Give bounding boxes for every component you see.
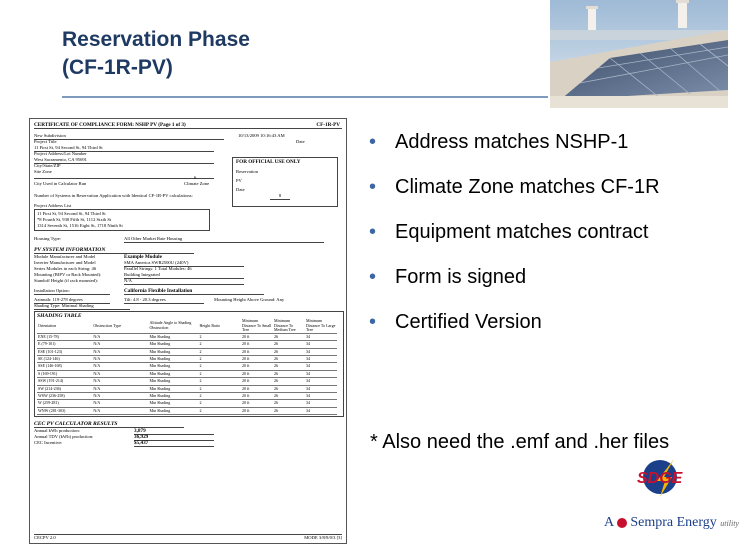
num-systems-value: 8	[270, 193, 290, 200]
shading-row	[37, 356, 337, 363]
bullet-dot-icon: •	[369, 266, 377, 288]
bullet-item	[367, 130, 728, 175]
files-note: * Also need the .emf and .her files	[370, 431, 670, 453]
shading-cell: Min Shading	[148, 407, 198, 414]
shading-cell: Min Shading	[148, 333, 198, 340]
shading-cell: 20 ft	[241, 385, 273, 392]
shading-cell: 26	[273, 363, 305, 370]
shading-header: Minimum Distance To Large Tree	[306, 318, 336, 333]
address-list-item: 11 First St, 94 Second St, 94 Third St	[37, 211, 106, 216]
shading-cell: Min Shading	[148, 400, 198, 407]
project-title-value: New Subdivision	[34, 133, 224, 140]
shading-cell: 20 ft	[241, 333, 273, 340]
shading-row	[37, 407, 337, 414]
shading-cell: E (79-101)	[37, 341, 92, 348]
shading-cell: 2	[198, 348, 241, 355]
date-value: 10/13/2009 10:16:43 AM	[238, 133, 285, 138]
calc-row-label: CEC Incentive:	[34, 440, 63, 446]
city-label: City/State/ZIP	[34, 163, 61, 168]
bullet-item	[367, 175, 728, 220]
shading-cell: Min Shading	[148, 348, 198, 355]
cf1r-pv-form-image	[29, 118, 347, 544]
calc-row-value: 3,879	[134, 428, 214, 435]
shading-cell: Min Shading	[148, 393, 198, 400]
bullet-item	[367, 265, 728, 310]
shading-cell: 34	[305, 378, 337, 385]
shading-cell: Min Shading	[148, 341, 198, 348]
sdge-mark-icon	[634, 455, 682, 499]
shading-cell: N/A	[92, 400, 148, 407]
shading-cell: ENE (15-78)	[37, 333, 92, 340]
shading-cell: Min Shading	[148, 378, 198, 385]
shading-cell: 26	[273, 333, 305, 340]
installation-value: California Flexible Installation	[124, 288, 264, 295]
shading-table-box	[34, 311, 344, 417]
bullet-text: Form is signed	[395, 266, 527, 288]
shading-cell: 2	[198, 400, 241, 407]
shading-cell: N/A	[92, 393, 148, 400]
shading-cell: 26	[273, 400, 305, 407]
shading-cell: N/A	[92, 363, 148, 370]
shading-cell: 2	[198, 407, 241, 414]
bullet-text: Certified Version	[395, 311, 542, 333]
shading-cell: 26	[273, 356, 305, 363]
shading-cell: N/A	[92, 356, 148, 363]
bullet-text: Address matches NSHP-1	[395, 131, 629, 153]
shading-row	[37, 385, 337, 392]
shading-cell: 20 ft	[241, 370, 273, 377]
pv-row-value: Example Module	[124, 254, 162, 260]
shading-cell: Min Shading	[148, 363, 198, 370]
bullet-dot-icon: •	[369, 131, 377, 153]
pv-row-label: Series Modules in each String: 46	[34, 266, 97, 271]
sdge-logo	[590, 455, 739, 546]
official-field-1: Reservation	[236, 169, 258, 174]
shading-cell: 34	[305, 363, 337, 370]
sempra-company: Sempra Energy	[630, 515, 717, 530]
shading-table-title: SHADING TABLE	[37, 313, 82, 319]
rooftop-solar-photo	[550, 0, 728, 108]
shading-cell: 20 ft	[241, 356, 273, 363]
calc-section-title: CEC PV CALCULATOR RESULTS	[34, 421, 184, 428]
form-footer-right: MODE 3/8/9/0/3 [3]	[304, 535, 342, 540]
shading-cell: Min Shading	[148, 356, 198, 363]
address-list-box	[34, 209, 210, 231]
official-use-title: FOR OFFICIAL USE ONLY	[236, 159, 301, 165]
shading-cell: 2	[198, 378, 241, 385]
shading-cell: N/A	[92, 407, 148, 414]
shading-row	[37, 400, 337, 407]
pv-row-value: SMA America SWR2500U (240V)	[124, 260, 244, 267]
shading-cell: 26	[273, 393, 305, 400]
tilt-text: Tilt: 4.8 - 20.3 degrees	[124, 297, 204, 304]
shading-cell: Min Shading	[148, 370, 198, 377]
shading-cell: 2	[198, 393, 241, 400]
sempra-suffix: utility	[720, 519, 739, 528]
calc-row-value: $5,437	[134, 440, 214, 447]
title-line-1: Reservation Phase	[62, 28, 250, 51]
azimuth-text: Azimuth: 119-278 degrees	[34, 297, 110, 304]
calc-row-label: Annual TDV (kWh) production:	[34, 434, 94, 440]
form-header-left: CERTIFICATE OF COMPLIANCE FORM: NSHP PV (Page 1 of 3)	[34, 122, 186, 128]
project-title-label: Project Title	[34, 139, 57, 144]
date-label: Date	[296, 139, 305, 144]
sempra-tagline	[604, 515, 739, 531]
city-value: West Sacramento, CA 95691	[34, 157, 214, 164]
bullet-text: Equipment matches contract	[395, 221, 649, 243]
shading-cell: 34	[305, 400, 337, 407]
shading-cell: N/A	[92, 341, 148, 348]
shading-cell: S (169-191)	[37, 370, 92, 377]
sempra-prefix: A	[604, 515, 614, 530]
pv-row-value: Building Integrated	[124, 272, 244, 279]
pv-row-value: N/A	[124, 278, 244, 285]
address-value: 11 First St, 94 Second St, 94 Third St	[34, 145, 214, 152]
shading-cell: 2	[198, 370, 241, 377]
shading-row	[37, 378, 337, 385]
shading-cell: 34	[305, 348, 337, 355]
pv-row-label: Inverter Manufacturer and Model	[34, 260, 96, 265]
calc-row-label: Annual kWh production:	[34, 428, 80, 434]
shading-row	[37, 348, 337, 355]
shading-cell: 26	[273, 341, 305, 348]
address-list-item: *8 Fourth St, 930 Fifth St, 1112 Sixth St	[37, 217, 112, 222]
form-header-right: CF-1R-PV	[316, 122, 340, 128]
shading-header: Orientation	[37, 319, 92, 333]
shading-cell: 34	[305, 385, 337, 392]
shading-cell: ESE (101-123)	[37, 348, 92, 355]
shading-cell: N/A	[92, 385, 148, 392]
address-list-label: Project Address List	[34, 203, 72, 208]
shading-cell: 20 ft	[241, 341, 273, 348]
bullet-dot-icon: •	[369, 311, 377, 333]
num-systems-label: Number of Systems in Reservation Application with Identical CF-1R-PV calculations:	[34, 193, 193, 198]
shading-cell: 20 ft	[241, 393, 273, 400]
pv-section-title: PV SYSTEM INFORMATION	[34, 247, 194, 254]
sempra-swirl-icon	[617, 518, 627, 528]
shading-header: Altitude Angle to Shading Obstruction	[148, 319, 198, 333]
shading-cell: WNW (281-303)	[37, 407, 92, 414]
shading-header: Obstruction Type	[92, 319, 148, 333]
site-zone-label: Site Zone	[34, 169, 52, 174]
bullet-text: Climate Zone matches CF-1R	[395, 176, 660, 198]
shading-cell: 26	[273, 378, 305, 385]
shading-cell: Min Shading	[148, 385, 198, 392]
shading-cell: 2	[198, 385, 241, 392]
slide-title	[62, 26, 250, 82]
shading-cell: N/A	[92, 348, 148, 355]
shading-type-text: Shading Type: Minimal Shading	[34, 303, 130, 310]
pv-row-label: Module Manufacturer and Model	[34, 254, 96, 259]
city-used-line	[34, 178, 214, 179]
shading-cell: 20 ft	[241, 363, 273, 370]
address-label: Project Address/Lot Number	[34, 151, 87, 156]
shading-cell: 20 ft	[241, 378, 273, 385]
shading-header: Height Ratio	[198, 319, 241, 333]
shading-cell: 26	[273, 370, 305, 377]
shading-cell: 34	[305, 370, 337, 377]
shading-header: Minimum Distance To Medium Tree	[273, 319, 305, 333]
pv-row-label: Mounting (BIPV or Rack Mounted):	[34, 272, 102, 277]
shading-cell: 34	[305, 341, 337, 348]
official-field-3: Date	[236, 187, 245, 192]
shading-row	[37, 370, 337, 377]
bullet-item	[367, 220, 728, 265]
form-footer-left: CECPV 2.0	[34, 535, 56, 540]
calc-row-value: 36,929	[134, 434, 214, 441]
bullet-list	[367, 130, 728, 355]
shading-row	[37, 363, 337, 370]
shading-cell: 34	[305, 333, 337, 340]
shading-cell: 34	[305, 393, 337, 400]
shading-cell: 20 ft	[241, 400, 273, 407]
shading-cell: 34	[305, 407, 337, 414]
shading-cell: SSW (191-214)	[37, 378, 92, 385]
shading-cell: SSE (146-168)	[37, 363, 92, 370]
bullet-item	[367, 310, 728, 355]
shading-table	[37, 319, 337, 415]
shading-cell: 20 ft	[241, 407, 273, 414]
shading-cell: 2	[198, 333, 241, 340]
pv-row-value: Parallel Strings: 1 Total Modules: 46	[124, 266, 192, 271]
shading-cell: 26	[273, 407, 305, 414]
svg-text:SDGE: SDGE	[637, 470, 683, 487]
title-divider	[62, 96, 548, 98]
shading-cell: 26	[273, 385, 305, 392]
shading-cell: 20 ft	[241, 348, 273, 355]
shading-cell: 26	[273, 348, 305, 355]
shading-cell: N/A	[92, 333, 148, 340]
title-line-2: (CF-1R-PV)	[62, 56, 173, 79]
shading-cell: N/A	[92, 370, 148, 377]
housing-type-value: All Other Market Rate Housing	[124, 236, 324, 243]
shading-cell: W (259-281)	[37, 400, 92, 407]
shading-cell: SE (124-146)	[37, 356, 92, 363]
shading-cell: 34	[305, 356, 337, 363]
city-used-label: City Used in Calculator Run	[34, 181, 87, 186]
bullet-dot-icon: •	[369, 176, 377, 198]
shading-row	[37, 393, 337, 400]
mounting-height-text: Mounting Height Above Ground: Any	[214, 297, 285, 302]
shading-cell: 2	[198, 363, 241, 370]
installation-label: Installation Option:	[34, 288, 110, 295]
shading-row	[37, 333, 337, 340]
shading-header: Minimum Distance To Small Tree	[242, 318, 272, 333]
climate-value: 6	[194, 175, 197, 180]
housing-type-label: Housing Type:	[34, 236, 62, 241]
official-field-2: PV	[236, 178, 242, 183]
address-list-item: 1314 Seventh St, 1516 Eight St, 1718 Ninth St	[37, 223, 123, 228]
shading-cell: WSW (236-258)	[37, 393, 92, 400]
pv-row-label: Standoff Height (if rack mounted):	[34, 278, 98, 283]
shading-row	[37, 341, 337, 348]
shading-cell: 2	[198, 356, 241, 363]
bullet-dot-icon: •	[369, 221, 377, 243]
climate-label: Climate Zone	[184, 181, 210, 186]
shading-cell: N/A	[92, 378, 148, 385]
shading-cell: SW (214-236)	[37, 385, 92, 392]
shading-cell: 2	[198, 341, 241, 348]
